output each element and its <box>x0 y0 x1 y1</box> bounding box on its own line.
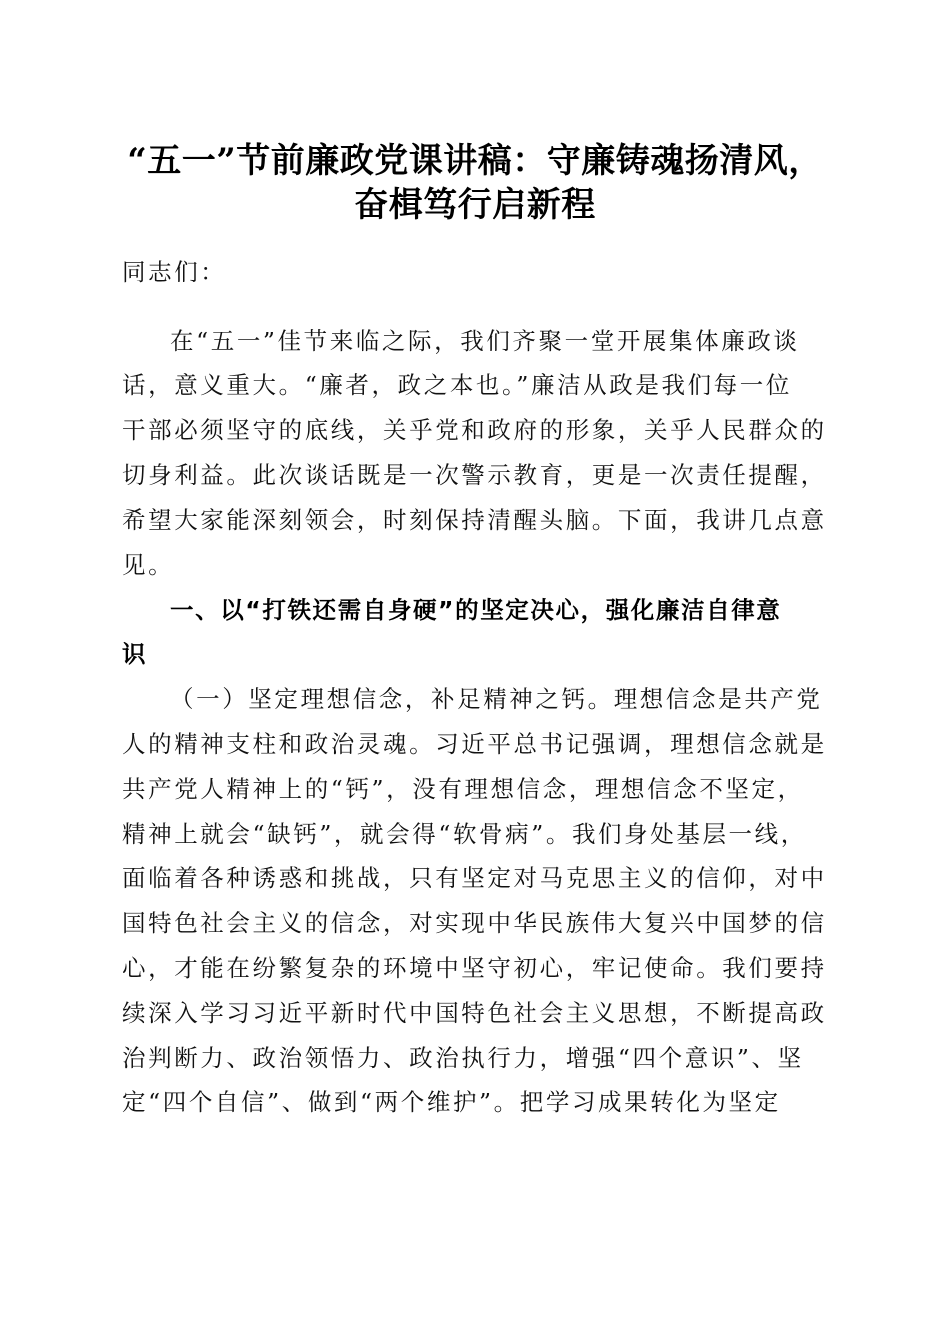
section-heading-line: 识 <box>122 640 148 668</box>
document-title-line-1: “五一”节前廉政党课讲稿：守廉铸魂扬清风， <box>127 141 823 181</box>
intro-paragraph-line: 在“五一”佳节来临之际，我们齐聚一堂开展集体廉政谈 <box>170 327 800 355</box>
subsection-paragraph-line: 治判断力、政治领悟力、政治执行力，增强“四个意识”、坚 <box>122 1044 804 1072</box>
intro-paragraph-line: 干部必须坚守的底线，关乎党和政府的形象，关乎人民群众的 <box>122 416 827 444</box>
intro-paragraph-line: 话，意义重大。“廉者，政之本也。”廉洁从政是我们每一位 <box>122 371 792 399</box>
subsection-paragraph-line: 面临着各种诱惑和挑战，只有坚定对马克思主义的信仰，对中 <box>122 864 827 892</box>
subsection-paragraph-line: 精神上就会“缺钙”，就会得“软骨病”。我们身处基层一线， <box>122 820 807 848</box>
subsection-paragraph-line: 共产党人精神上的“钙”，没有理想信念，理想信念不坚定， <box>122 775 804 803</box>
section-heading-line: 一、以“打铁还需自身硬”的坚定决心，强化廉洁自律意 <box>170 596 782 624</box>
subsection-paragraph-line: 心，才能在纷繁复杂的环境中坚守初心，牢记使命。我们要持 <box>122 954 827 982</box>
subsection-paragraph-line: （一）坚定理想信念，补足精神之钙。理想信念是共产党 <box>170 685 823 713</box>
salutation: 同志们： <box>122 258 227 286</box>
subsection-paragraph-line: 国特色社会主义的信念，对实现中华民族伟大复兴中国梦的信 <box>122 909 827 937</box>
subsection-paragraph-line: 定“四个自信”、做到“两个维护”。把学习成果转化为坚定 <box>122 1088 781 1116</box>
intro-paragraph-line: 见。 <box>122 551 175 579</box>
subsection-paragraph-line: 人的精神支柱和政治灵魂。习近平总书记强调，理想信念就是 <box>122 730 827 758</box>
intro-paragraph-line: 切身利益。此次谈话既是一次警示教育，更是一次责任提醒， <box>122 461 827 489</box>
intro-paragraph-line: 希望大家能深刻领会，时刻保持清醒头脑。下面，我讲几点意 <box>122 506 827 534</box>
document-title-line-2: 奋楫笃行启新程 <box>354 185 596 225</box>
subsection-paragraph-line: 续深入学习习近平新时代中国特色社会主义思想，不断提高政 <box>122 999 827 1027</box>
